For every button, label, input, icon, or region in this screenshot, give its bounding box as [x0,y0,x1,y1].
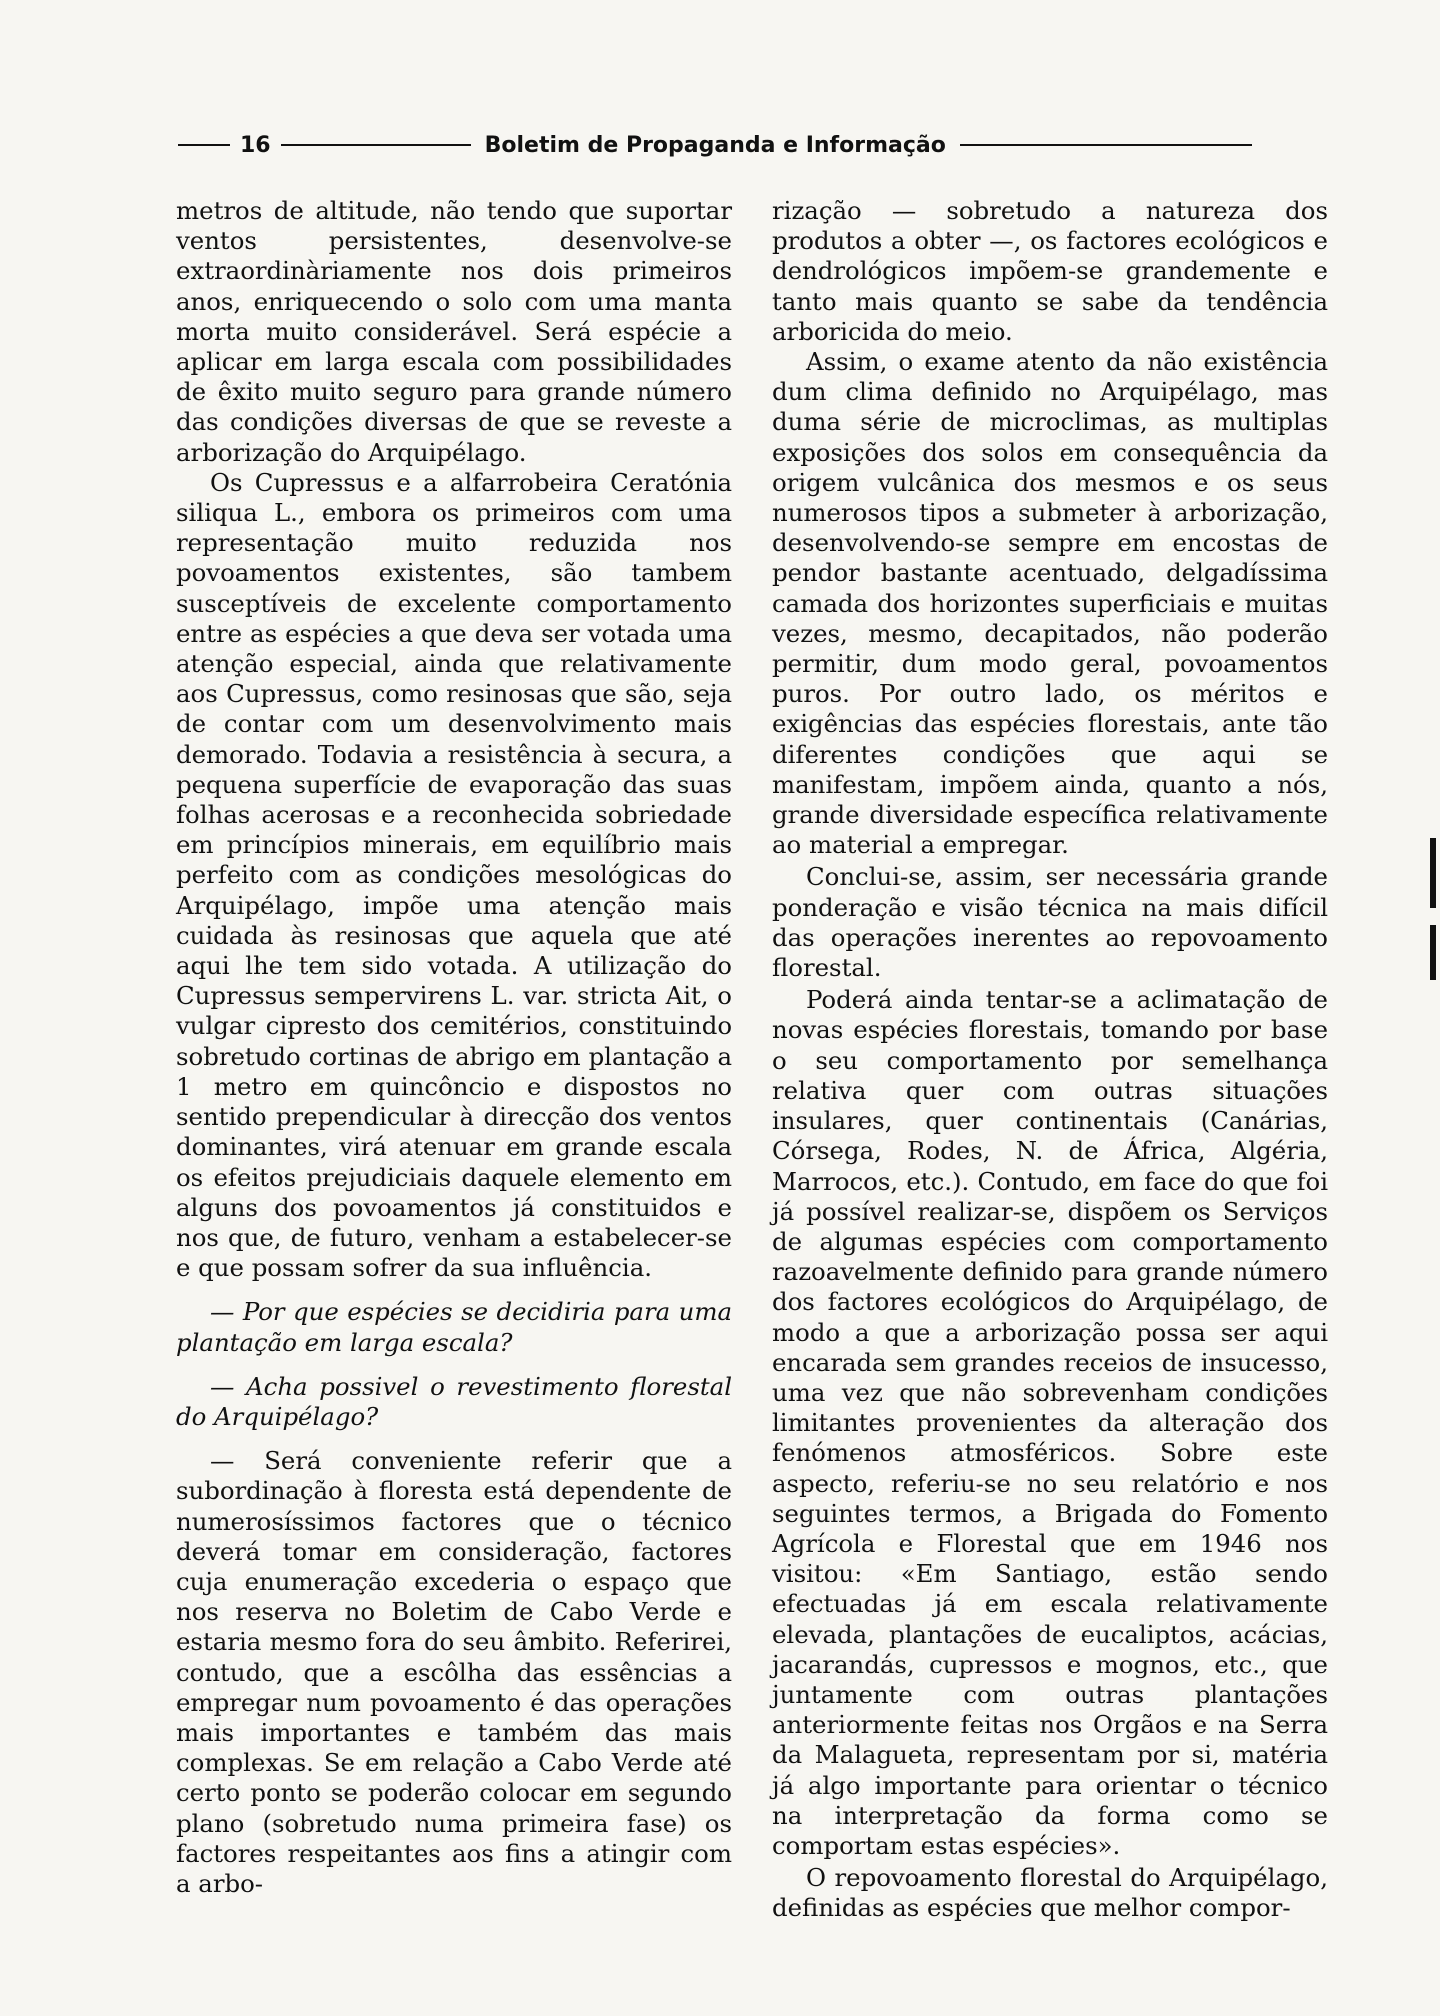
paragraph: Assim, o exame atento da não existência dum clima definido no Arquipélago, mas duma série de microclimas, as multiplas exposições dos solos em consequência da origem vulcânica dos mesmos e os seus numerosos tipos a submeter à arborização, desenvolvendo-se sempre em encostas de pendor bastante acentuado, delgadíssima camada dos horizontes superficiais e muitas vezes, mesmo, decapitados, não poderão permitir, dum modo geral, povoamentos puros. Por outro lado, os méritos e exigências das espécies florestais, ante tão diferentes condições que aqui se manifestam, impõem ainda, quanto a nós, grande diversidade específica relativamente ao material a empregar. [772,347,1328,860]
paragraph: Poderá ainda tentar-se a aclimatação de novas espécies florestais, tomando por base o seu comportamento por semelhança relativa quer com outras situações insulares, quer continentais (Canárias, Córsega, Rodes, N. de África, Algéria, Marrocos, etc.). Contudo, em face do que foi já possível realizar-se, dispõem os Serviços de algumas espécies com comportamento razoavelmente definido para grande número dos factores ecológicos do Arquipélago, de modo a que a arborização possa ser aqui encarada sem grandes receios de insucesso, uma vez que não sobrevenham condições limitantes provenientes da alteração dos fenómenos atmosféricos. Sobre este aspecto, referiu-se no seu relatório e nos seguintes termos, a Brigada do Fomento Agrícola e Florestal que em 1946 nos visitou: «Em Santiago, estão sendo efectuadas já em escala relativamente elevada, plantações de eucaliptos, acácias, jacarandás, cupressos e mognos, etc., que juntamente com outras plantações anteriormente feitas nos Orgãos e na Serra da Malagueta, representam por si, matéria já algo importante para orientar o técnico na interpretação da forma como se comportam estas espécies». [772,985,1328,1860]
right-column [772,196,1328,1924]
header-rule-left [178,144,230,146]
interview-answer: — Será conveniente referir que a subordinação à floresta está dependente de numerosíssimos factores que o técnico deverá tomar em consideração, factores cuja enumeração excederia o espaço que nos reserva no Boletim de Cabo Verde e estaria mesmo fora do seu âmbito. Referirei, contudo, que a escôlha das essências a empregar num povoamento é das operações mais importantes e também das mais complexas. Se em relação a Cabo Verde até certo ponto se poderão colocar em segundo plano (sobretudo numa primeira fase) os factores respeitantes aos fins a atingir com a arbo- [176,1446,732,1898]
running-header [178,130,1328,160]
paragraph-continued: rização — sobretudo a natureza dos produtos a obter —, os factores ecológicos e dendrológicos impõem-se grandemente e tanto mais quanto se sabe da tendência arboricida do meio. [772,196,1328,346]
scan-edge-mark [1430,925,1436,980]
interview-question: — Acha possivel o revestimento florestal do Arquipélago? [176,1371,732,1431]
paragraph-cupressus: Os Cupressus e a alfarrobeira Ceratónia siliqua L., embora os primeiros com uma representação muito reduzida nos povoamentos existentes, são tambem susceptíveis de excelente comportamento entre as espécies a que deva ser votada uma atenção especial, ainda que relativamente aos Cupressus, como resinosas que são, seja de contar com um desenvolvimento mais demorado. Todavia a resistência à secura, a pequena superfície de evaporação das suas folhas acerosas e a reconhecida sobriedade em princípios minerais, em equilíbrio mais perfeito com as condições mesológicas do Arquipélago, impõe uma atenção mais cuidada às resinosas que aquela que até aqui lhe tem sido votada. A utilização do Cupressus sempervirens L. var. stricta Ait, o vulgar cipresto dos cemitérios, constituindo sobretudo cortinas de abrigo em plantação a 1 metro em quincôncio e dispostos no sentido prependicular à direcção dos ventos dominantes, virá atenuar em grande escala os efeitos prejudiciais daquele elemento em alguns dos povoamentos já constituidos e nos que, de futuro, venham a estabelecer-se e que possam sofrer da sua influência. [176,467,732,1283]
journal-title: Boletim de Propaganda e Informação [484,132,946,158]
header-rule-right [960,144,1252,146]
paragraph-continued: metros de altitude, não tendo que suportar ventos persistentes, desenvolve-se extraordinàriamente nos dois primeiros anos, enriquecendo o solo com uma manta morta muito considerável. Será espécie a aplicar em larga escala com possibilidades de êxito muito seguro para grande número das condições diversas de que se reveste a arborização do Arquipélago. [176,196,732,467]
header-rule-middle [281,144,471,146]
interview-question: — Por que espécies se decidiria para uma plantação em larga escala? [176,1297,732,1357]
page-number: 16 [240,132,271,158]
scan-edge-mark [1430,838,1436,908]
paragraph: Conclui-se, assim, ser necessária grande ponderação e visão técnica na mais difícil das operações inerentes ao repovoamento florestal. [772,862,1328,983]
left-column [176,196,732,1899]
paragraph: O repovoamento florestal do Arquipélago, definidas as espécies que melhor compor- [772,1863,1328,1923]
